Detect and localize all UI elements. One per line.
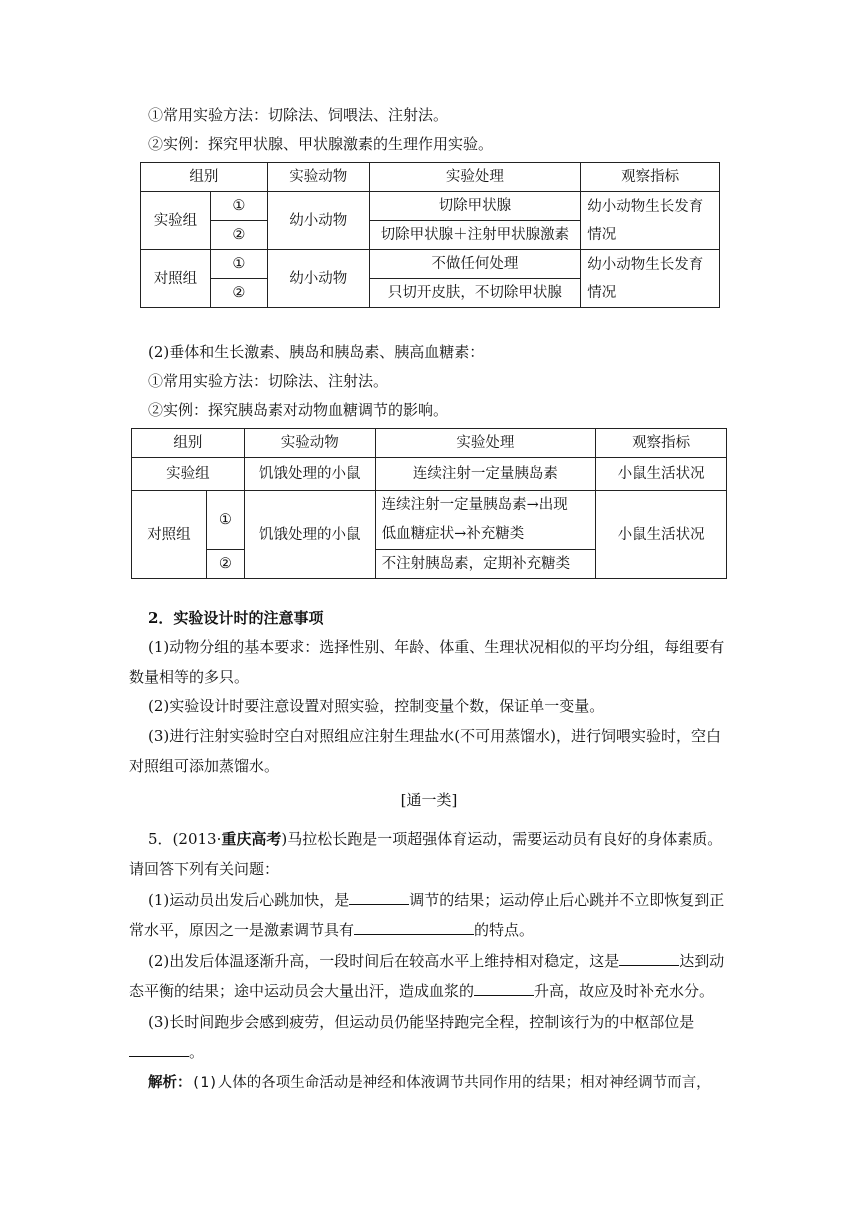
animal-cell: 幼小动物 bbox=[267, 250, 369, 308]
q2-text-c: 升高，故应及时补充水分。 bbox=[534, 982, 715, 1000]
q3-text-a: (3)长时间跑步会感到疲劳，但运动员仍能坚持跑完全程，控制该行为的中枢部位是 bbox=[148, 1013, 695, 1031]
treatment-line: 低血糖症状→补充糖类 bbox=[381, 526, 525, 542]
solution-text: (1)人体的各项生命活动是神经和体液调节共同作用的结果；相对神经调节而言， bbox=[191, 1075, 711, 1091]
header-group: 组别 bbox=[132, 429, 245, 458]
table-row bbox=[132, 458, 727, 491]
experimental-group-label: 实验组 bbox=[132, 458, 245, 491]
answer-blank bbox=[129, 1040, 189, 1057]
treatment-cell bbox=[375, 491, 596, 550]
table-row bbox=[141, 192, 720, 221]
indicator-cell: 小鼠生活状况 bbox=[596, 491, 727, 579]
solution-line bbox=[148, 1068, 738, 1098]
section-2-title: (2)垂体和生长激素、胰岛和胰岛素、胰高血糖素： bbox=[148, 343, 485, 361]
answer-blank bbox=[619, 949, 679, 966]
question-source: 重庆高考 bbox=[221, 830, 282, 848]
question-number: 5．(2013· bbox=[148, 830, 222, 848]
row-mark: ② bbox=[210, 279, 267, 308]
row-mark: ② bbox=[210, 221, 267, 250]
treatment-cell: 连续注射一定量胰岛素 bbox=[375, 458, 596, 491]
thyroid-experiment-table bbox=[140, 162, 720, 308]
answer-blank bbox=[354, 918, 474, 935]
q3-text-b: 。 bbox=[189, 1043, 205, 1061]
header-treatment: 实验处理 bbox=[375, 429, 596, 458]
header-group: 组别 bbox=[141, 163, 268, 192]
header-treatment: 实验处理 bbox=[369, 163, 581, 192]
example-line-1: ②实例：探究甲状腺、甲状腺激素的生理作用实验。 bbox=[148, 135, 494, 153]
treatment-cell: 不做任何处理 bbox=[369, 250, 581, 279]
indicator-cell bbox=[581, 192, 720, 250]
row-mark: ② bbox=[206, 550, 244, 579]
note-item-1: (1)动物分组的基本要求：选择性别、年龄、体重、生理状况相似的平均分组，每组要有数量相等的多只。 bbox=[129, 638, 725, 686]
animal-cell: 幼小动物 bbox=[267, 192, 369, 250]
methods-line-1: ①常用实验方法：切除法、饲喂法、注射法。 bbox=[148, 106, 449, 124]
row-mark: ① bbox=[210, 192, 267, 221]
category-heading: [通一类] bbox=[400, 791, 458, 809]
animal-cell: 饥饿处理的小鼠 bbox=[244, 491, 375, 579]
insulin-experiment-table bbox=[131, 428, 727, 579]
header-indicator: 观察指标 bbox=[596, 429, 727, 458]
indicator-cell bbox=[581, 250, 720, 308]
animal-cell: 饥饿处理的小鼠 bbox=[244, 458, 375, 491]
header-animal: 实验动物 bbox=[267, 163, 369, 192]
indicator-line: 情况 bbox=[587, 226, 617, 243]
table-row bbox=[141, 250, 720, 279]
question-part-3 bbox=[129, 1007, 729, 1067]
question-intro bbox=[129, 824, 729, 884]
row-mark: ① bbox=[206, 491, 244, 550]
table-header-row bbox=[132, 429, 727, 458]
answer-blank bbox=[349, 888, 409, 905]
indicator-line: 幼小动物生长发育 bbox=[587, 198, 704, 215]
indicator-line: 幼小动物生长发育 bbox=[587, 256, 704, 273]
treatment-cell: 切除甲状腺＋注射甲状腺激素 bbox=[369, 221, 581, 250]
question-intro-text: )马拉松长跑是一项超强体育运动，需要运动员有良好的身体素质。请回答下列有关问题： bbox=[129, 830, 723, 878]
header-indicator: 观察指标 bbox=[581, 163, 720, 192]
treatment-cell: 不注射胰岛素，定期补充糖类 bbox=[375, 550, 596, 579]
example-line-2: ②实例：探究胰岛素对动物血糖调节的影响。 bbox=[148, 401, 449, 419]
treatment-line: 连续注射一定量胰岛素→出现 bbox=[381, 497, 568, 513]
indicator-line: 情况 bbox=[587, 284, 617, 301]
control-group-label: 对照组 bbox=[141, 250, 211, 308]
question-part-1 bbox=[129, 885, 729, 945]
solution-label: 解析： bbox=[148, 1075, 192, 1091]
methods-line-2: ①常用实验方法：切除法、注射法。 bbox=[148, 372, 389, 390]
q1-text-b: 调节的结果；运动停止后心跳并不立即恢复到正常水平，原因之一是激素调节具有 bbox=[129, 891, 725, 939]
note-item-3: (3)进行注射实验时空白对照组应注射生理盐水(不可用蒸馏水)，进行饲喂实验时，空白对照组可添加蒸馏水。 bbox=[129, 727, 721, 775]
row-mark: ① bbox=[210, 250, 267, 279]
treatment-cell: 只切开皮肤，不切除甲状腺 bbox=[369, 279, 581, 308]
note-item-2: (2)实验设计时要注意设置对照实验，控制变量个数，保证单一变量。 bbox=[148, 697, 605, 715]
q2-text-b: 达到动态平衡的结果；途中运动员会大量出汗，造成血浆的 bbox=[129, 952, 725, 1000]
table-row bbox=[132, 491, 727, 550]
table-header-row bbox=[141, 163, 720, 192]
experimental-group-label: 实验组 bbox=[141, 192, 211, 250]
indicator-cell: 小鼠生活状况 bbox=[596, 458, 727, 491]
q1-text-c: 的特点。 bbox=[474, 921, 535, 939]
question-part-2 bbox=[129, 946, 729, 1006]
notes-title: 2．实验设计时的注意事项 bbox=[148, 609, 324, 627]
control-group-label: 对照组 bbox=[132, 491, 207, 579]
q2-text-a: (2)出发后体温逐渐升高，一段时间后在较高水平上维持相对稳定，这是 bbox=[148, 952, 620, 970]
header-animal: 实验动物 bbox=[244, 429, 375, 458]
treatment-cell: 切除甲状腺 bbox=[369, 192, 581, 221]
answer-blank bbox=[474, 979, 534, 996]
q1-text-a: (1)运动员出发后心跳加快，是 bbox=[148, 891, 350, 909]
